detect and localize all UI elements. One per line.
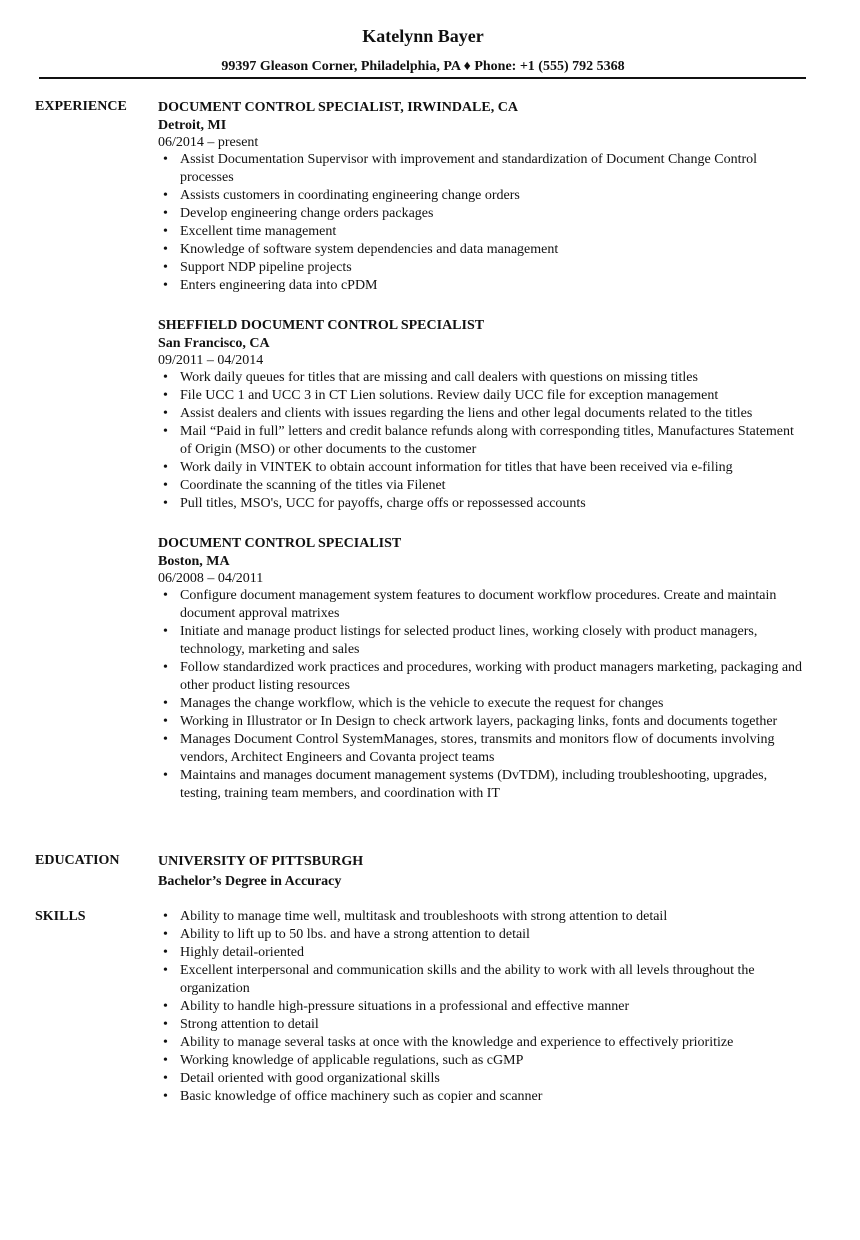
job-title: SHEFFIELD DOCUMENT CONTROL SPECIALIST <box>158 318 485 333</box>
job-dates: 06/2008 – 04/2011 <box>158 571 264 586</box>
bullet-item: • File UCC 1 and UCC 3 in CT Lien solutions. Review daily UCC file for exception management <box>180 387 808 405</box>
skill-item: • Ability to manage several tasks at once with the knowledge and experience to effectively prioritize <box>180 1034 808 1052</box>
bullet-item: • Support NDP pipeline projects <box>180 259 808 277</box>
job-dates: 06/2014 – present <box>158 135 259 150</box>
contact-line: 99397 Gleason Corner, Philadelphia, PA ♦ Phone: +1 (555) 792 5368 <box>221 59 625 74</box>
skill-item: • Ability to lift up to 50 lbs. and have a strong attention to detail <box>180 926 808 944</box>
bullet-item: • Assists customers in coordinating engineering change orders <box>180 187 808 205</box>
bullet-item: • Maintains and manages document management systems (DvTDM), including troubleshooting, upgrades, testing, training team members, and coordination with IT <box>180 767 808 803</box>
skill-item: • Ability to manage time well, multitask and troubleshoots with strong attention to detail <box>180 908 808 926</box>
bullet-item: • Working in Illustrator or In Design to check artwork layers, packaging links, fonts and documents together <box>180 713 808 731</box>
job-entry <box>158 534 808 803</box>
bullet-item: • Pull titles, MSO's, UCC for payoffs, charge offs or repossessed accounts <box>180 495 808 513</box>
section-heading-education: EDUCATION <box>35 853 120 868</box>
job-location: Detroit, MI <box>158 118 227 133</box>
bullet-item: • Mail “Paid in full” letters and credit balance refunds along with corresponding titles, Manufactures Statement of Origin (MSO) or other documents to the customer <box>180 423 808 459</box>
bullet-item: • Develop engineering change orders packages <box>180 205 808 223</box>
bullet-item: • Assist dealers and clients with issues regarding the liens and other legal documents related to the titles <box>180 405 808 423</box>
job-entry <box>158 316 808 513</box>
section-heading-skills: SKILLS <box>35 909 86 924</box>
job-entry <box>158 98 808 295</box>
job-location: Boston, MA <box>158 554 230 569</box>
skill-item: • Highly detail-oriented <box>180 944 808 962</box>
job-bullet-list <box>158 151 808 295</box>
bullet-item: • Follow standardized work practices and procedures, working with product managers marketing, packaging and other product listing resources <box>180 659 808 695</box>
education-body <box>158 852 808 892</box>
skills-body <box>158 908 808 1106</box>
job-bullet-list <box>158 369 808 513</box>
bullet-item: • Assist Documentation Supervisor with improvement and standardization of Document Change Control processes <box>180 151 808 187</box>
skill-item: • Basic knowledge of office machinery such as copier and scanner <box>180 1088 808 1106</box>
candidate-name: Katelynn Bayer <box>362 26 484 46</box>
bullet-item: • Knowledge of software system dependencies and data management <box>180 241 808 259</box>
bullet-item: • Manages Document Control SystemManages, stores, transmits and monitors flow of documents involving vendors, Architect Engineers and Covanta project teams <box>180 731 808 767</box>
job-dates: 09/2011 – 04/2014 <box>158 353 264 368</box>
job-bullet-list <box>158 587 808 803</box>
bullet-item: • Configure document management system features to document workflow procedures. Create and maintain document approval matrixes <box>180 587 808 623</box>
skill-item: • Strong attention to detail <box>180 1016 808 1034</box>
education-school: UNIVERSITY OF PITTSBURGH <box>158 854 364 869</box>
skills-bullet-list <box>158 908 808 1106</box>
bullet-item: • Manages the change workflow, which is the vehicle to execute the request for changes <box>180 695 808 713</box>
bullet-item: • Coordinate the scanning of the titles via Filenet <box>180 477 808 495</box>
section-heading-experience: EXPERIENCE <box>35 99 127 114</box>
skill-item: • Ability to handle high-pressure situations in a professional and effective manner <box>180 998 808 1016</box>
header-divider <box>39 77 806 79</box>
bullet-item: • Initiate and manage product listings for selected product lines, working closely with product managers, technology, marketing and sales <box>180 623 808 659</box>
bullet-item: • Work daily in VINTEK to obtain account information for titles that have been received via e-filing <box>180 459 808 477</box>
bullet-item: • Work daily queues for titles that are missing and call dealers with questions on missing titles <box>180 369 808 387</box>
bullet-item: • Enters engineering data into cPDM <box>180 277 808 295</box>
experience-body <box>158 98 808 824</box>
job-title: DOCUMENT CONTROL SPECIALIST <box>158 536 402 551</box>
education-degree: Bachelor’s Degree in Accuracy <box>158 874 342 889</box>
skill-item: • Excellent interpersonal and communication skills and the ability to work with all levels throughout the organization <box>180 962 808 998</box>
job-location: San Francisco, CA <box>158 336 270 351</box>
job-title: DOCUMENT CONTROL SPECIALIST, IRWINDALE, CA <box>158 100 518 115</box>
bullet-item: • Excellent time management <box>180 223 808 241</box>
skill-item: • Detail oriented with good organizational skills <box>180 1070 808 1088</box>
skill-item: • Working knowledge of applicable regulations, such as cGMP <box>180 1052 808 1070</box>
